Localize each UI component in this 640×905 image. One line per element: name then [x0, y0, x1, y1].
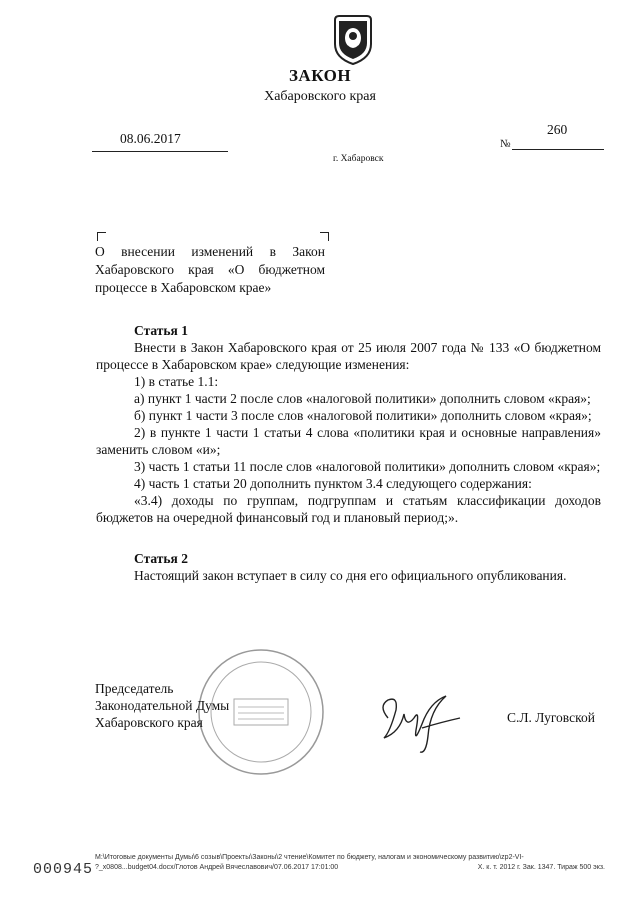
law-body	[96, 322, 601, 584]
city-label: г. Хабаровск	[333, 154, 384, 164]
print-info: Х. к. т. 2012 г. Зак. 1347. Тираж 500 экз.	[477, 863, 605, 871]
article-1-item-2: 2) в пункте 1 части 1 статьи 4 слова «политики края и основные направления» заменить словом «и»;	[96, 425, 601, 457]
article-1-item-1a: а) пункт 1 части 2 после слов «налоговой политики» дополнить словом «края»;	[134, 391, 591, 406]
heading-line: О внесении изменений в Закон	[95, 244, 325, 259]
signatory-name: С.Л. Луговской	[507, 710, 595, 725]
corner-mark-left	[97, 232, 106, 241]
article-1-title: Статья 1	[134, 323, 188, 338]
footer-path-line: ?_x0808...budget04.docx/Глотов Андрей Вячеславович/07.06.2017 17:01:00	[95, 863, 339, 871]
date-underline	[92, 151, 228, 152]
article-1-item-1b: б) пункт 1 части 3 после слов «налоговой политики» дополнить словом «края»;	[134, 408, 592, 423]
document-number: 000945	[33, 861, 94, 878]
document-subtitle: Хабаровского края	[264, 89, 376, 104]
number-underline	[512, 149, 604, 150]
file-path-footer	[95, 853, 605, 872]
footer-path-line: M:\Итоговые документы Думы\6 созыв\Проекты\Законы\2 чтение\Комитет по бюджету, налогам и экономическому развитию\zp2-VI-	[95, 854, 524, 861]
heading-line: процессе в Хабаровском крае»	[95, 280, 272, 295]
corner-mark-right	[320, 232, 329, 241]
coat-of-arms-icon	[331, 14, 375, 66]
article-1-item-4: 4) часть 1 статьи 20 дополнить пунктом 3.4 следующего содержания:	[134, 476, 532, 491]
article-1-item-3: 3) часть 1 статьи 11 после слов «налоговой политики» дополнить словом «края»;	[134, 459, 601, 474]
article-1-intro: Внести в Закон Хабаровского края от 25 июля 2007 года № 133 «О бюджетном процессе в Хабаровском крае» следующие изменения:	[96, 340, 601, 372]
signatory-line: Хабаровского края	[95, 715, 203, 730]
article-2-text: Настоящий закон вступает в силу со дня его официального опубликования.	[134, 568, 567, 583]
law-date: 08.06.2017	[120, 131, 181, 146]
heading-line: Хабаровского края «О бюджетном	[95, 262, 325, 277]
signatory-line: Законодательной Думы	[95, 698, 230, 713]
law-heading	[95, 243, 325, 297]
document-title: ЗАКОН	[288, 66, 352, 85]
signatory-line: Председатель	[95, 681, 174, 696]
article-2-title: Статья 2	[134, 551, 188, 566]
number-sign: №	[500, 138, 511, 150]
article-1-item-4-text: «3.4) доходы по группам, подгруппам и статьям классификации доходов бюджетов на очередной финансовый год и плановый период;».	[96, 493, 601, 525]
signatory-position	[95, 680, 229, 731]
law-number: 260	[547, 122, 568, 137]
handwritten-signature-icon	[370, 688, 470, 758]
article-1-item-1: 1) в статье 1.1:	[134, 374, 219, 389]
